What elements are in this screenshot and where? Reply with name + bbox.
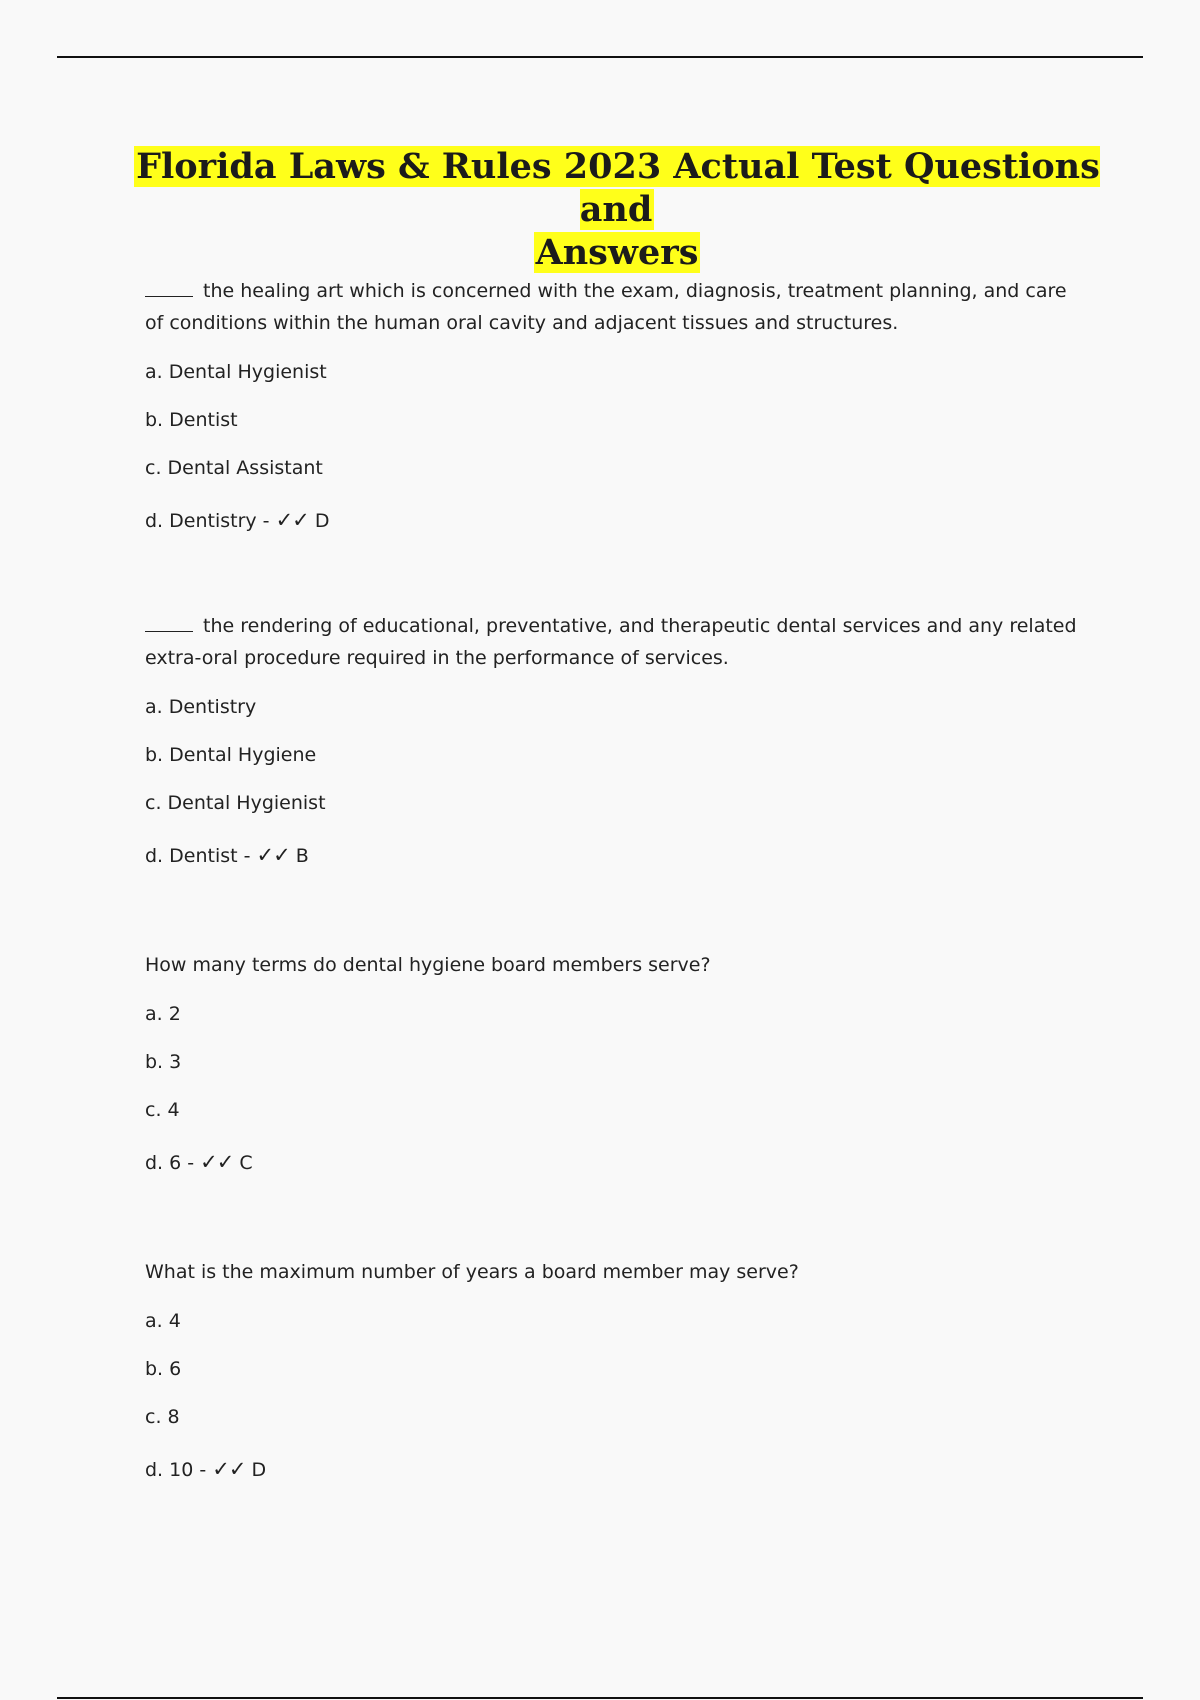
- title-line-2: Answers: [535, 232, 699, 273]
- option-c: c. Dental Hygienist: [145, 792, 326, 814]
- option-d-label: d. Dentist -: [145, 845, 251, 867]
- option-a: a. 4: [145, 1310, 181, 1332]
- question-3-text: How many terms do dental hygiene board members serve?: [145, 954, 711, 976]
- fill-in-blank: [145, 280, 193, 297]
- option-d-label: d. 10 -: [145, 1459, 207, 1481]
- header-rule: [57, 56, 1143, 58]
- option-a: a. Dental Hygienist: [145, 361, 327, 383]
- answer-key: D: [314, 510, 330, 532]
- option-a: a. Dentistry: [145, 696, 257, 718]
- fill-in-blank: [145, 615, 193, 632]
- title-line-1: Florida Laws & Rules 2023 Actual Test Questions and: [136, 146, 1100, 230]
- option-d-label: d. 6 -: [145, 1152, 195, 1174]
- page-title: [100, 145, 1134, 274]
- question-block-2: [145, 610, 1085, 869]
- question-list: [145, 275, 1085, 1483]
- question-1-text: the healing art which is concerned with the exam, diagnosis, treatment planning, and care of conditions within the human oral cavity and adjacent tissues and structures.: [145, 280, 1067, 334]
- check-mark-icon: ✓✓: [200, 1150, 234, 1174]
- answer-key: C: [239, 1152, 253, 1174]
- option-d: [145, 842, 1085, 869]
- question-block-1: [145, 275, 1085, 534]
- check-mark-icon: ✓✓: [212, 1457, 246, 1481]
- question-block-3: [145, 949, 1085, 1176]
- option-b: b. Dental Hygiene: [145, 744, 317, 766]
- option-d: [145, 1149, 1085, 1176]
- question-2-text: the rendering of educational, preventative, and therapeutic dental services and any related extra-oral procedure required in the performance of services.: [145, 615, 1077, 669]
- option-d: [145, 1456, 1085, 1483]
- option-c: c. 8: [145, 1406, 180, 1428]
- answer-key: D: [251, 1459, 267, 1481]
- option-d: [145, 507, 1085, 534]
- question-4-text: What is the maximum number of years a board member may serve?: [145, 1261, 799, 1283]
- option-b: b. Dentist: [145, 409, 238, 431]
- answer-key: B: [295, 845, 309, 867]
- question-text: [145, 610, 1085, 674]
- option-c: c. 4: [145, 1099, 180, 1121]
- question-text: [145, 275, 1085, 339]
- option-a: a. 2: [145, 1003, 181, 1025]
- question-block-4: [145, 1256, 1085, 1483]
- option-b: b. 6: [145, 1358, 182, 1380]
- check-mark-icon: ✓✓: [256, 843, 290, 867]
- check-mark-icon: ✓✓: [275, 508, 309, 532]
- footer-rule: [57, 1697, 1143, 1699]
- option-c: c. Dental Assistant: [145, 457, 323, 479]
- option-b: b. 3: [145, 1051, 182, 1073]
- option-d-label: d. Dentistry -: [145, 510, 270, 532]
